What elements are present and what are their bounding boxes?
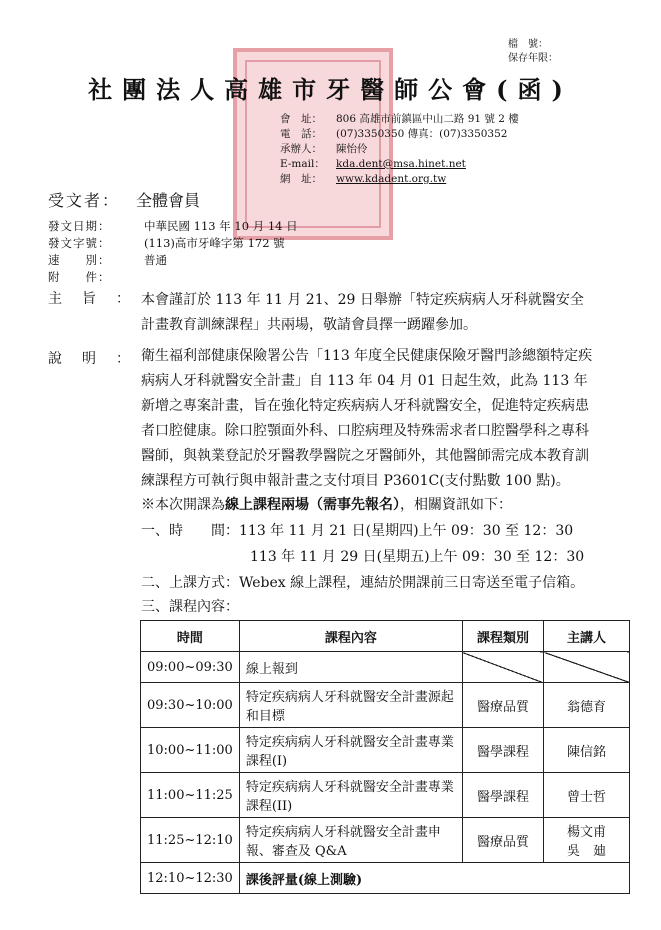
table-row xyxy=(141,818,630,863)
row-category: 醫療品質 xyxy=(462,683,543,728)
row-content: 特定疾病病人牙科就醫安全計畫專業課程(II) xyxy=(239,773,462,818)
notice-bold: 線上課程兩場（需事先報名） xyxy=(225,497,400,513)
website-label: 網 址： xyxy=(280,173,322,185)
address-value: 806 高雄市前鎮區中山二路 91 號 2 樓 xyxy=(336,113,519,125)
number-label: 發文字號： xyxy=(48,236,111,250)
header-speaker: 主講人 xyxy=(544,621,630,652)
row-speaker: 陳信銘 xyxy=(544,728,630,773)
date-label: 發文日期： xyxy=(48,219,111,233)
time-label: 一、時 間： xyxy=(141,523,239,539)
row-content: 特定疾病病人牙科就醫安全計畫源起和目標 xyxy=(239,683,462,728)
time-1: 113 年 11 月 21 日(星期四)上午 09：30 至 12：30 xyxy=(239,523,574,539)
address-label: 會 址： xyxy=(280,113,322,125)
time-item xyxy=(141,520,573,540)
course-notice xyxy=(141,494,512,514)
contact-block xyxy=(280,112,519,187)
table-row xyxy=(141,773,630,818)
header-content: 課程內容 xyxy=(239,621,462,652)
row-speaker: 曾士哲 xyxy=(544,773,630,818)
header-category: 課程類別 xyxy=(462,621,543,652)
phone-label: 電 話： xyxy=(280,128,322,140)
row-speaker-empty xyxy=(544,652,630,683)
notice-suffix: ，相關資訊如下： xyxy=(400,497,512,513)
row-time: 11:00~11:25 xyxy=(141,773,240,818)
phone-value: (07)3350350 傳真：(07)3350352 xyxy=(336,128,508,140)
row-speaker: 楊文甫 xyxy=(567,825,607,840)
header-time: 時間 xyxy=(141,621,240,652)
row-speaker: 翁德育 xyxy=(544,683,630,728)
row-time: 11:25~12:10 xyxy=(141,818,240,863)
organization-title: 社團法人高雄市牙醫師公會(函) xyxy=(88,75,573,104)
description-text: 衛生福利部健康保險署公告「113 年度全民健康保險牙醫門診總額特定疾病病人牙科就醫安全計畫」自 113 年 04 月 01 日起生效，此為 113 年新增之專案計畫，旨在強化特定疾病病人牙科就醫安全，促進特定疾病患者口腔健康。除口腔顎面外科、口腔病理及特殊需求者口腔醫學科之專科醫師，與執業登記於牙醫教學醫院之牙醫師外，其他醫師需完成本教育訓練課程方可執行與申報計畫之支付項目 P3601C(支付點數 100 點)。 xyxy=(141,348,593,489)
document-meta xyxy=(48,218,298,286)
date-value: 中華民國 113 年 10 月 14 日 xyxy=(144,219,298,233)
method-item: 二、上課方式：Webex 線上課程，連結於開課前三日寄送至電子信箱。 xyxy=(141,575,585,591)
subject-label: 主旨： xyxy=(48,291,150,307)
recipient-value: 全體會員 xyxy=(136,191,201,210)
handler-label: 承辦人： xyxy=(280,143,322,155)
table-row xyxy=(141,728,630,773)
row-time: 10:00~11:00 xyxy=(141,728,240,773)
table-row xyxy=(141,863,630,894)
attachment-label: 附 件： xyxy=(48,270,111,284)
recipient xyxy=(48,188,200,211)
row-category: 醫學課程 xyxy=(462,773,543,818)
row-speaker-2: 吳 廸 xyxy=(567,844,607,859)
row-content: 課後評量(線上測驗) xyxy=(239,863,629,894)
subject-text: 本會謹訂於 113 年 11 月 21、29 日舉辦「特定疾病病人牙科就醫安全計畫教育訓練課程」共兩場，敬請會員擇一踴躍參加。 xyxy=(141,292,584,333)
speed-value: 普通 xyxy=(144,253,167,267)
notice-prefix: ※本次開課為 xyxy=(141,497,225,513)
row-category: 醫學課程 xyxy=(462,728,543,773)
file-meta xyxy=(508,38,558,66)
table-row xyxy=(141,683,630,728)
email-label: E-mail： xyxy=(280,158,325,170)
number-value: (113)高市牙峰字第 172 號 xyxy=(144,236,285,250)
content-label: 三、課程內容： xyxy=(141,599,239,615)
table-header-row xyxy=(141,621,630,652)
schedule-table xyxy=(140,620,630,894)
row-content: 線上報到 xyxy=(239,652,462,683)
file-number-label: 檔 號： xyxy=(508,39,548,50)
website-link[interactable]: www.kdadent.org.tw xyxy=(336,173,447,185)
row-time: 12:10~12:30 xyxy=(141,863,240,894)
row-content: 特定疾病病人牙科就醫安全計畫申報、審查及 Q&A xyxy=(239,818,462,863)
speed-label: 速 別： xyxy=(48,253,111,267)
row-category-empty xyxy=(462,652,543,683)
row-time: 09:00~09:30 xyxy=(141,652,240,683)
email-link[interactable]: kda.dent@msa.hinet.net xyxy=(336,158,466,170)
row-category: 醫療品質 xyxy=(462,818,543,863)
row-speakers xyxy=(544,818,630,863)
time-2: 113 年 11 月 29 日(星期五)上午 09：30 至 12：30 xyxy=(250,549,585,565)
table-row xyxy=(141,652,630,683)
recipient-label: 受文者： xyxy=(48,191,121,210)
handler-value: 陳怡伶 xyxy=(336,143,368,155)
row-content: 特定疾病病人牙科就醫安全計畫專業課程(I) xyxy=(239,728,462,773)
row-time: 09:30~10:00 xyxy=(141,683,240,728)
description-label: 說明： xyxy=(48,351,150,367)
retention-label: 保存年限： xyxy=(508,53,558,64)
